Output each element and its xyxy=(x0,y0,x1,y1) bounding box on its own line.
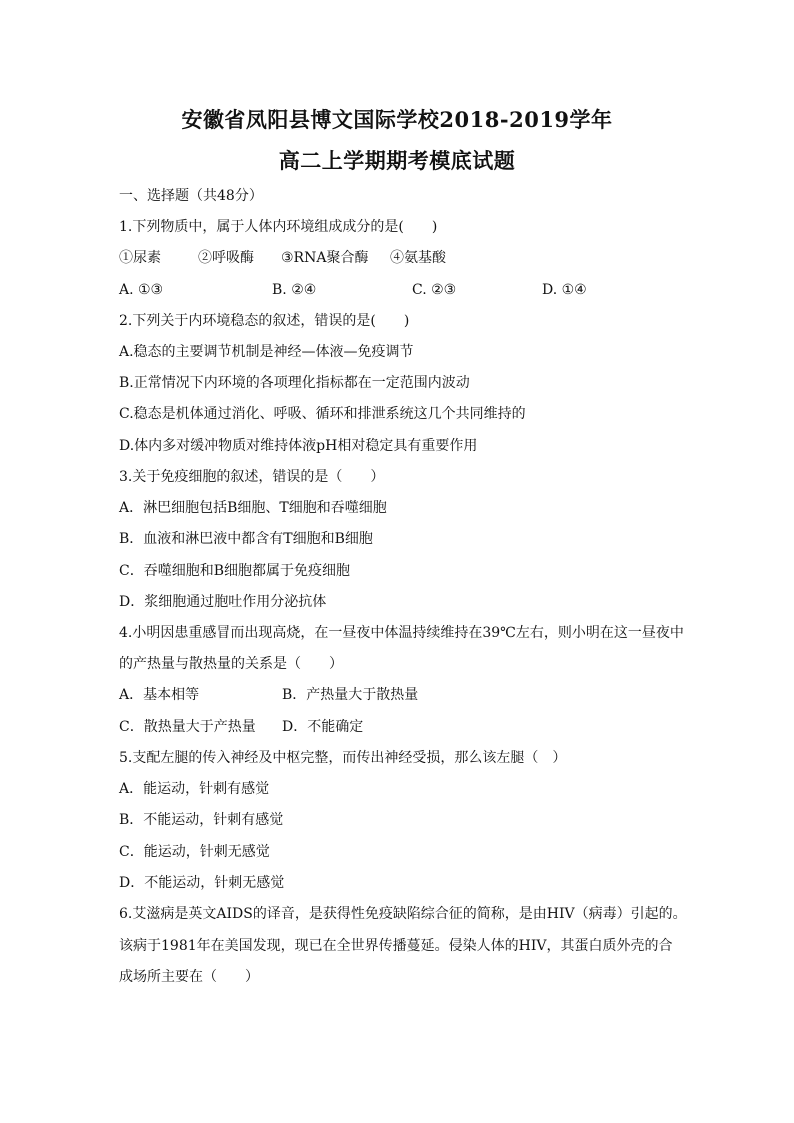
document-title: 安徽省凤阳县博文国际学校2018-2019学年 xyxy=(181,107,613,132)
question-4-options-row-1 xyxy=(119,686,449,704)
question-3-stem: 3.关于免疫细胞的叙述，错误的是（ ） xyxy=(119,469,385,485)
document-subtitle: 高二上学期期考模底试题 xyxy=(278,148,516,173)
q1-option-b: B. ②④ xyxy=(272,282,317,298)
section-header: 一、选择题（共48分） xyxy=(119,188,263,204)
q4-option-a: A．基本相等 xyxy=(119,687,200,703)
q5-option-b: B．不能运动，针刺有感觉 xyxy=(119,812,284,828)
q2-option-a: A.稳态的主要调节机制是神经—体液—免疫调节 xyxy=(119,344,414,360)
question-2-stem: 2.下列关于内环境稳态的叙述，错误的是( ) xyxy=(119,313,410,329)
question-1-items xyxy=(119,249,459,267)
q1-item-4: ④氨基酸 xyxy=(390,250,446,266)
q3-option-a: A．淋巴细胞包括B细胞、T细胞和吞噬细胞 xyxy=(119,500,387,516)
question-1-options xyxy=(119,281,619,299)
q2-option-b: B.正常情况下内环境的各项理化指标都在一定范围内波动 xyxy=(119,375,470,391)
question-6-stem-line-2: 该病于1981年在美国发现，现已在全世界传播蔓延。侵染人体的HIV，其蛋白质外壳的合 xyxy=(119,938,673,954)
q4-option-d: D．不能确定 xyxy=(282,719,364,735)
q5-option-d: D．不能运动，针刺无感觉 xyxy=(119,875,285,891)
q1-item-3: ③RNA聚合酶 xyxy=(281,250,369,266)
q2-option-d: D.体内多对缓冲物质对维持体液pH相对稳定具有重要作用 xyxy=(119,438,478,454)
q1-item-2: ②呼吸酶 xyxy=(198,250,254,266)
q1-option-a: A. ①③ xyxy=(119,282,164,298)
q4-option-c: C．散热量大于产热量 xyxy=(119,719,256,735)
question-1-stem: 1.下列物质中，属于人体内环境组成成分的是( ) xyxy=(119,219,438,235)
q5-option-a: A．能运动，针刺有感觉 xyxy=(119,781,270,797)
q4-option-b: B．产热量大于散热量 xyxy=(282,687,419,703)
q3-option-b: B．血液和淋巴液中都含有T细胞和B细胞 xyxy=(119,531,373,547)
question-4-stem-line-1: 4.小明因患重感冒而出现高烧，在一昼夜中体温持续维持在39℃左右，则小明在这一昼夜中 xyxy=(119,625,684,641)
question-5-stem: 5.支配左腿的传入神经及中枢完整，而传出神经受损，那么该左腿（ ） xyxy=(119,750,567,766)
q1-option-d: D. ①④ xyxy=(542,282,587,298)
question-6-stem-line-3: 成场所主要在（ ） xyxy=(119,969,259,985)
q1-item-1: ①尿素 xyxy=(119,250,161,266)
question-4-options-row-2 xyxy=(119,718,449,736)
q3-option-d: D．浆细胞通过胞吐作用分泌抗体 xyxy=(119,594,327,610)
q1-option-c: C. ②③ xyxy=(412,282,457,298)
q2-option-c: C.稳态是机体通过消化、呼吸、循环和排泄系统这几个共同维持的 xyxy=(119,406,526,422)
question-6-stem-line-1: 6.艾滋病是英文AIDS的译音，是获得性免疫缺陷综合征的简称，是由HIV（病毒）引起的。 xyxy=(119,906,687,922)
q5-option-c: C．能运动，针刺无感觉 xyxy=(119,844,270,860)
q3-option-c: C．吞噬细胞和B细胞都属于免疫细胞 xyxy=(119,563,350,579)
question-4-stem-line-2: 的产热量与散热量的关系是（ ） xyxy=(119,656,343,672)
